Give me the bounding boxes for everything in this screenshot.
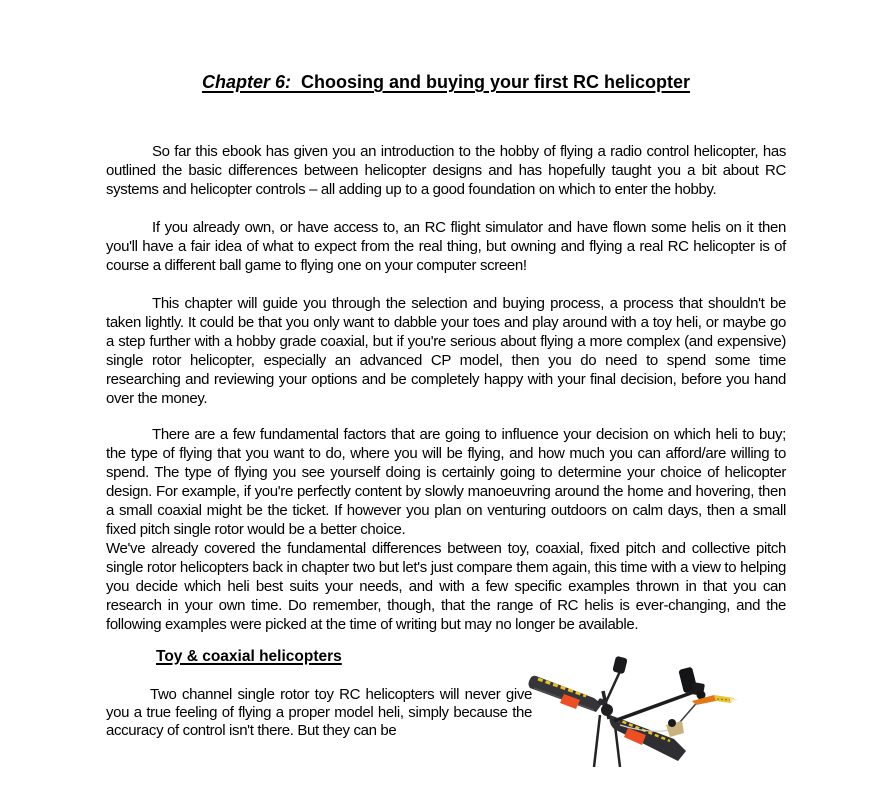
main-rotor-blade [529,676,603,712]
chapter-title-text: Choosing and buying your first RC helicopter [291,72,691,92]
flybar [605,656,628,704]
tail-rotor [678,667,738,705]
body-paragraph: So far this ebook has given you an introduction to the hobby of flying a radio control helicopter, has outlined the basic differences between helicopter designs and has hopefully taught you a bit about RC systems and helicopter controls – all adding up to a good foundation on which to enter the hobby. [106,143,786,198]
body-paragraph: We've already covered the fundamental differences between toy, coaxial, fixed pitch and collective pitch single rotor helicopters back in chapter two but let's just compare them again, this time with a view to helping you decide which heli best suits your needs, and with a few specific examples thrown in that you can research in your own time. Do remember, though, that the range of RC helis is ever-changing, and the following examples were picked at the time of writing but may no longer be available. [106,540,786,633]
chapter-title-prefix: Chapter 6: [201,72,291,92]
body-paragraph: If you already own, or have access to, an RC flight simulator and have flown some helis on it then you'll have a fair idea of what to expect from the real thing, but owning and flying a real RC helicopter is of course a different ball game to flying one on your computer screen! [106,219,786,274]
section-heading: Toy & coaxial helicopters [156,648,342,665]
chapter-title [106,0,786,95]
helicopter-image [524,655,786,767]
body-paragraph: There are a few fundamental factors that are going to influence your decision on which heli to buy; the type of flying that you want to do, where you will be flying, and how much you can afford/are willing to spend. The type of flying you see yourself doing is certainly going to determine your choice of helicopter design. For example, if you're perfectly content by slowly manoeuvring around the home and hovering, then a small coaxial might be the ticket. If however you plan on venturing outdoors on calm days, then a small fixed pitch single rotor would be a better choice. [106,426,786,538]
body-paragraph: This chapter will guide you through the selection and buying process, a process that shouldn't be taken lightly. It could be that you only want to dabble your toes and play around with a toy heli, or maybe go a step further with a hobby grade coaxial, but if you're serious about flying a more complex (and expensive) single rotor helicopter, especially an advanced CP model, then you do need to spend some time researching and reviewing your options and be completely happy with your final decision, before you hand over the money. [106,295,786,407]
body-paragraph: Two channel single rotor toy RC helicopters will never give you a true feeling of flying a proper model heli, simply because the accuracy of control isn't there. But they can be [106,686,532,739]
toy-coaxial-section [106,647,786,740]
